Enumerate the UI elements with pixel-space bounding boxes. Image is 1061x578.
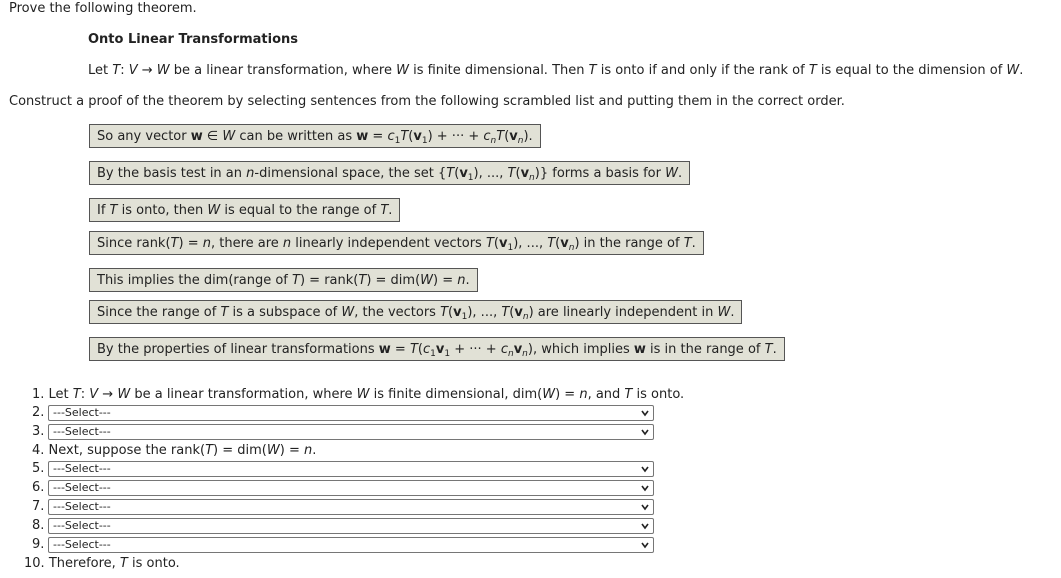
theorem-statement: Let T: V → W be a linear transformation, where W is finite dimensional. Then T is onto if and only if the rank of T is equal to the dimension of W. xyxy=(88,63,1024,78)
chevron-down-icon xyxy=(641,426,649,438)
sentence-tile-4[interactable]: Since rank(T) = n, there are n linearly independent vectors $T(v_1)$, ..., $T(v_n)$ in the range of T. xyxy=(89,231,704,255)
step-7-number: 7. xyxy=(32,499,45,514)
sentence-tile-1[interactable]: So any vector w ∈ W can be written as $w = c_1T(v_1)$ + ··· + $c_nT(v_n)$. xyxy=(89,124,541,148)
step-8-select[interactable]: ---Select--- xyxy=(48,518,654,534)
sentence-tile-5[interactable]: This implies the dim(range of T) = rank(T) = dim(W) = n. xyxy=(89,268,478,292)
chevron-down-icon xyxy=(641,501,649,513)
sentence-tile-2[interactable]: By the basis test in an n-dimensional space, the set {$T(v_1)$, ..., $T(v_n)$} forms a basis for W. xyxy=(89,161,690,185)
prompt-text: Prove the following theorem. xyxy=(9,1,197,16)
step-2-number: 2. xyxy=(32,405,45,420)
chevron-down-icon xyxy=(641,463,649,475)
step-9-number: 9. xyxy=(32,537,45,552)
step-10: 10. Therefore, T is onto. xyxy=(24,556,180,571)
chevron-down-icon xyxy=(641,482,649,494)
step-3-select[interactable]: ---Select--- xyxy=(48,424,654,440)
step-4: 4. Next, suppose the rank(T) = dim(W) = n. xyxy=(32,443,317,458)
step-8-number: 8. xyxy=(32,518,45,533)
step-7-select[interactable]: ---Select--- xyxy=(48,499,654,515)
instruction-text: Construct a proof of the theorem by selecting sentences from the following scrambled list and putting them in the correct order. xyxy=(9,94,845,109)
step-6-select[interactable]: ---Select--- xyxy=(48,480,654,496)
step-6-number: 6. xyxy=(32,480,45,495)
theorem-title: Onto Linear Transformations xyxy=(88,32,299,47)
step-3-number: 3. xyxy=(32,424,45,439)
sentence-tile-6[interactable]: Since the range of T is a subspace of W, the vectors $T(v_1)$, ..., $T(v_n)$ are linearly independent in W. xyxy=(89,300,742,324)
sentence-tile-3[interactable]: If T is onto, then W is equal to the range of T. xyxy=(89,198,400,222)
step-5-select[interactable]: ---Select--- xyxy=(48,461,654,477)
step-9-select[interactable]: ---Select--- xyxy=(48,537,654,553)
chevron-down-icon xyxy=(641,520,649,532)
step-2-select[interactable]: ---Select--- xyxy=(48,405,654,421)
sentence-tile-7[interactable]: By the properties of linear transformations $w = T(c_1v_1$ + ··· + $c_nv_n$), which implies w is in the range of T. xyxy=(89,337,785,361)
chevron-down-icon xyxy=(641,407,649,419)
chevron-down-icon xyxy=(641,539,649,551)
step-5-number: 5. xyxy=(32,461,45,476)
step-1: 1. Let T: V → W be a linear transformation, where W is finite dimensional, dim(W) = n, and T is onto. xyxy=(32,387,685,402)
